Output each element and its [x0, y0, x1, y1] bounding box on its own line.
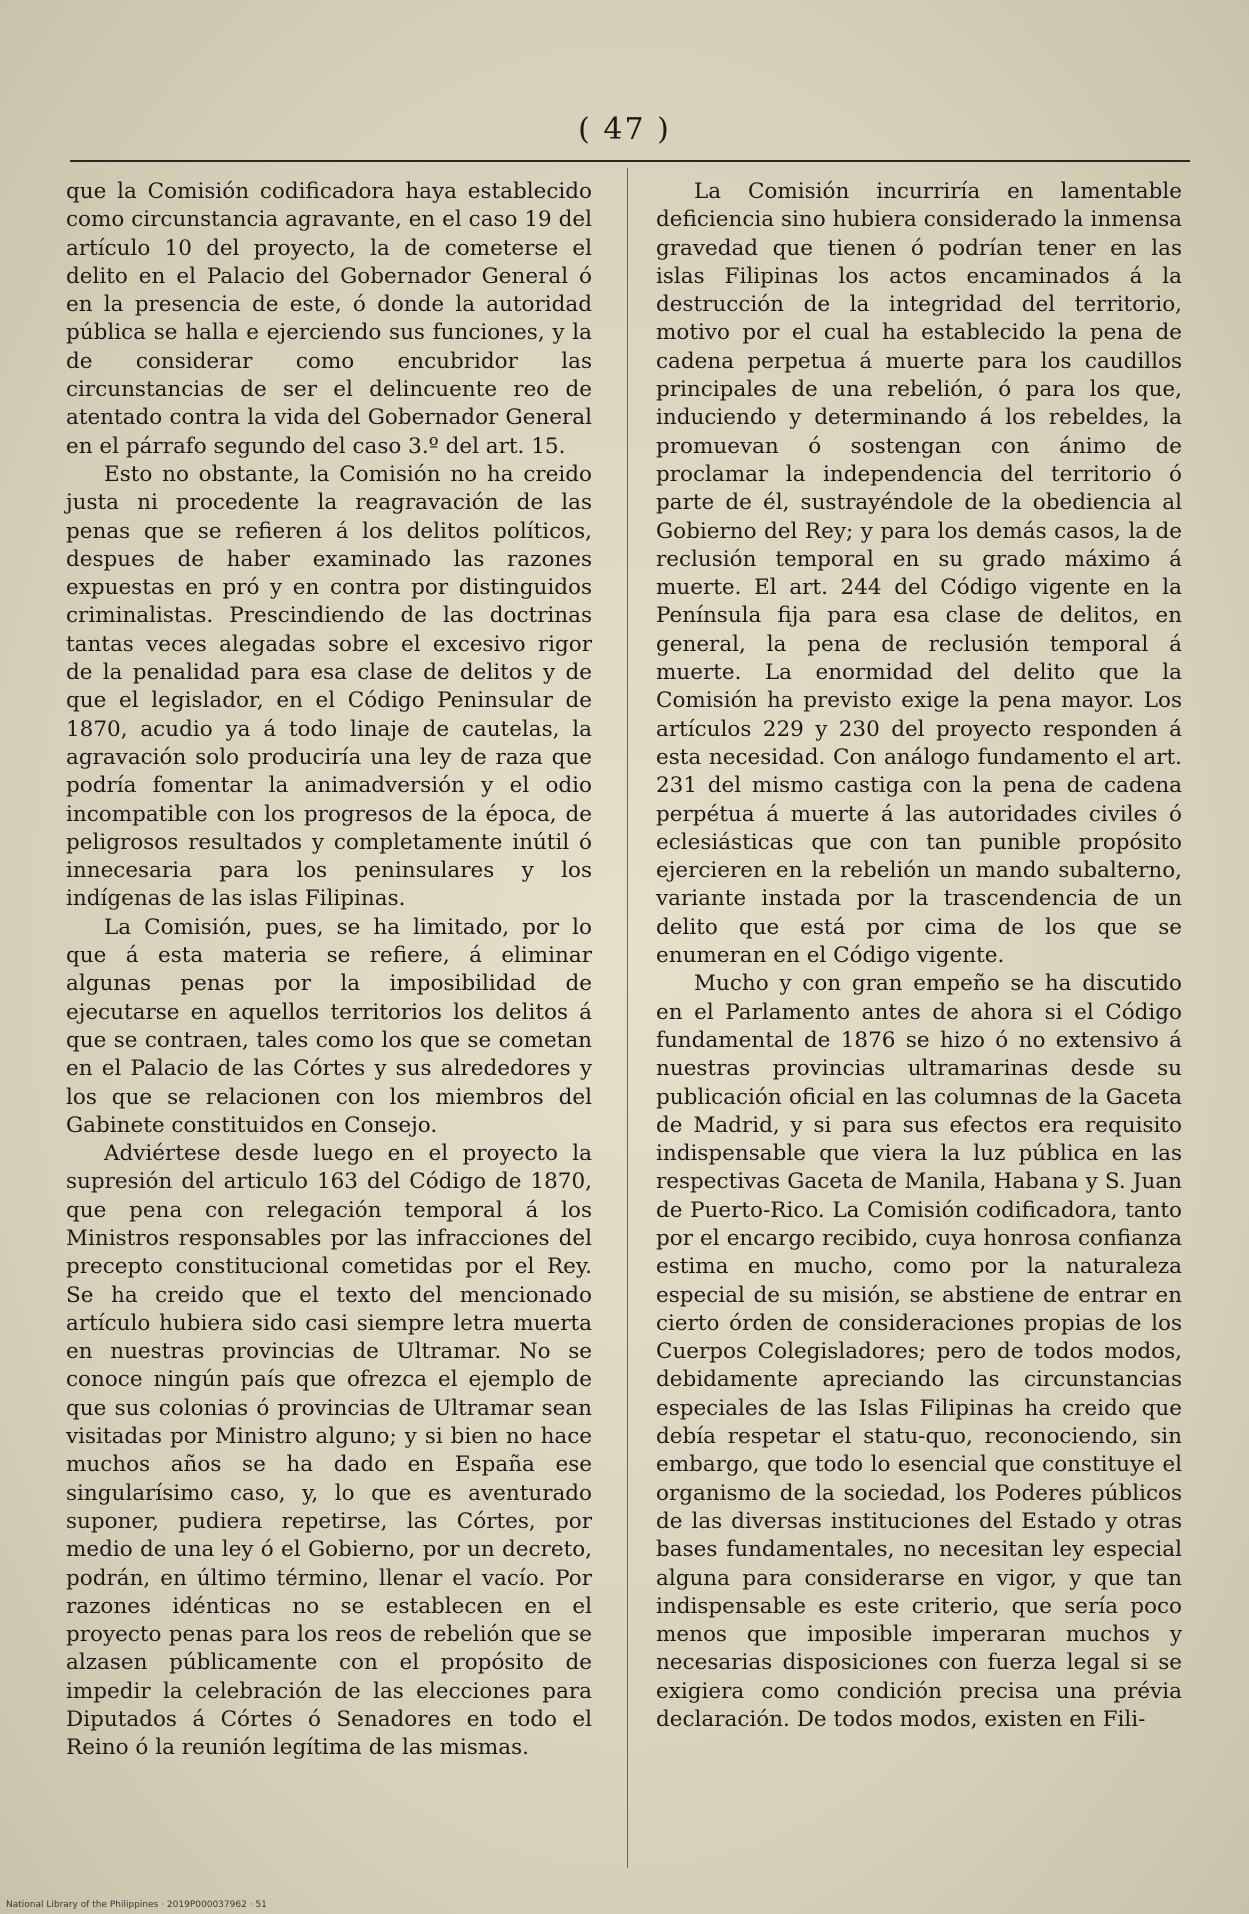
paragraph: que la Comisión codificadora haya establecido como circunstancia agravante, en el caso 19 del artículo 10 del proyecto, la de cometerse el delito en el Palacio del Gobernador General ó en la presencia de este, ó donde la autoridad pública se halla e ejerciendo sus funciones, y la de considerar como encubridor las circunstancias de ser el delincuente reo de atentado contra la vida del Gobernador General en el párrafo segundo del caso 3.º del art. 15. — [66, 179, 592, 459]
header-rule — [70, 160, 1190, 162]
paragraph: La Comisión, pues, se ha limitado, por lo que á esta materia se refiere, á eliminar algunas penas por la imposibilidad de ejecutarse en aquellos territorios los delitos á que se contraen, tales como los que se cometan en el Palacio de las Córtes y sus alrededores y los que se relacionen con los miembros del Gabinete constituidos en Consejo. — [66, 914, 592, 1138]
paragraph: Esto no obstante, la Comisión no ha creido justa ni procedente la reagravación de las penas que se refieren á los delitos políticos, despues de haber examinado las razones expuestas en pró y en contra por distinguidos criminalistas. Prescindiendo de las doctrinas tantas veces alegadas sobre el excesivo rigor de la penalidad para esa clase de delitos y de que el legislador, en el Código Peninsular de 1870, acudio ya á todo linaje de cautelas, la agravación solo produciría una ley de raza que podría fomentar la animadversión y el odio incompatible con los progresos de la época, de peligrosos resultados y completamente inútil ó innecesaria para los peninsulares y los indígenas de las islas Filipinas. — [66, 461, 592, 912]
paragraph: Mucho y con gran empeño se ha discutido en el Parlamento antes de ahora si el Código fundamental de 1876 se hizo ó no extensivo á nuestras provincias ultramarinas desde su publicación oficial en las columnas de la Gaceta de Madrid, y si para sus efectos era requisito indispensable que viera la luz pública en las respectivas Gaceta de Manila, Habana y S. Juan de Puerto-Rico. La Comisión codificadora, tanto por el encargo recibido, cuya honrosa confianza estima en mucho, como por la naturaleza especial de su misión, se abstiene de entrar en cierto órden de consideraciones propias de los Cuerpos Colegisladores; pero de todos modos, debidamente apreciando las circunstancias especiales de las Islas Filipinas ha creido que debía respetar el statu-quo, reconociendo, sin embargo, que todo lo esencial que constituye el organismo de la sociedad, los Poderes públicos de las diversas instituciones del Estado y otras bases fundamentales, no necesitan ley especial alguna para considerarse en vigor, y que tan indispensable es este criterio, que sería poco menos que imposible imperaran muchos y necesarias disposiciones con fuerza legal si se exigiera como condición precisa una prévia declaración. De todos modos, existen en Fili- — [656, 971, 1182, 1733]
page-number: ( 47 ) — [578, 112, 671, 147]
column-divider — [627, 168, 628, 1868]
right-column — [656, 178, 1182, 1734]
paragraph: Adviértese desde luego en el proyecto la supresión del articulo 163 del Código de 1870, que pena con relegación temporal á los Ministros responsables por las infracciones del precepto constitucional cometidas por el Rey. Se ha creido que el texto del mencionado artículo hubiera sido casi siempre letra muerta en nuestras provincias de Ultramar. No se conoce ningún país que ofrezca el ejemplo de que sus colonias ó provincias de Ultramar sean visitadas por Ministro alguno; y si bien no hace muchos años se ha dado en España ese singularísimo caso, y, lo que es aventurado suponer, pudiera repetirse, las Córtes, por medio de una ley ó el Gobierno, por un decreto, podrán, en último término, llenar el vacío. Por razones idénticas no se establecen en el proyecto penas para los reos de rebelión que se alzasen públicamente con el propósito de impedir la celebración de las elecciones para Diputados á Córtes ó Senadores en todo el Reino ó la reunión legítima de las mismas. — [66, 1141, 592, 1761]
paragraph: La Comisión incurriría en lamentable deficiencia sino hubiera considerado la inmensa gravedad que tienen ó podrían tener en las islas Filipinas los actos encaminados á la destrucción de la integridad del territorio, motivo por el cual ha establecido la pena de cadena perpetua á muerte para los caudillos principales de una rebelión, ó para los que, induciendo y determinando á los rebeldes, la promuevan ó sostengan con ánimo de proclamar la independencia del territorio ó parte de él, sustrayéndole de la obediencia al Gobierno del Rey; y para los demás casos, la de reclusión temporal en su grado máximo á muerte. El art. 244 del Código vigente en la Península fija para esa clase de delitos, en general, la pena de reclusión temporal á muerte. La enormidad del delito que la Comisión ha previsto exige la pena mayor. Los artículos 229 y 230 del proyecto responden á esta necesidad. Con análogo fundamento el art. 231 del mismo castiga con la pena de cadena perpétua á muerte á las autoridades civiles ó eclesiásticas que con tan punible propósito ejercieren en la rebelión un mando subalterno, variante instada por la trascendencia de un delito que está por cima de los que se enumeran en el Código vigente. — [656, 179, 1182, 969]
left-column — [66, 178, 592, 1763]
footer-credit: National Library of the Philippines · 2019P000037962 · 51 — [6, 1900, 267, 1910]
